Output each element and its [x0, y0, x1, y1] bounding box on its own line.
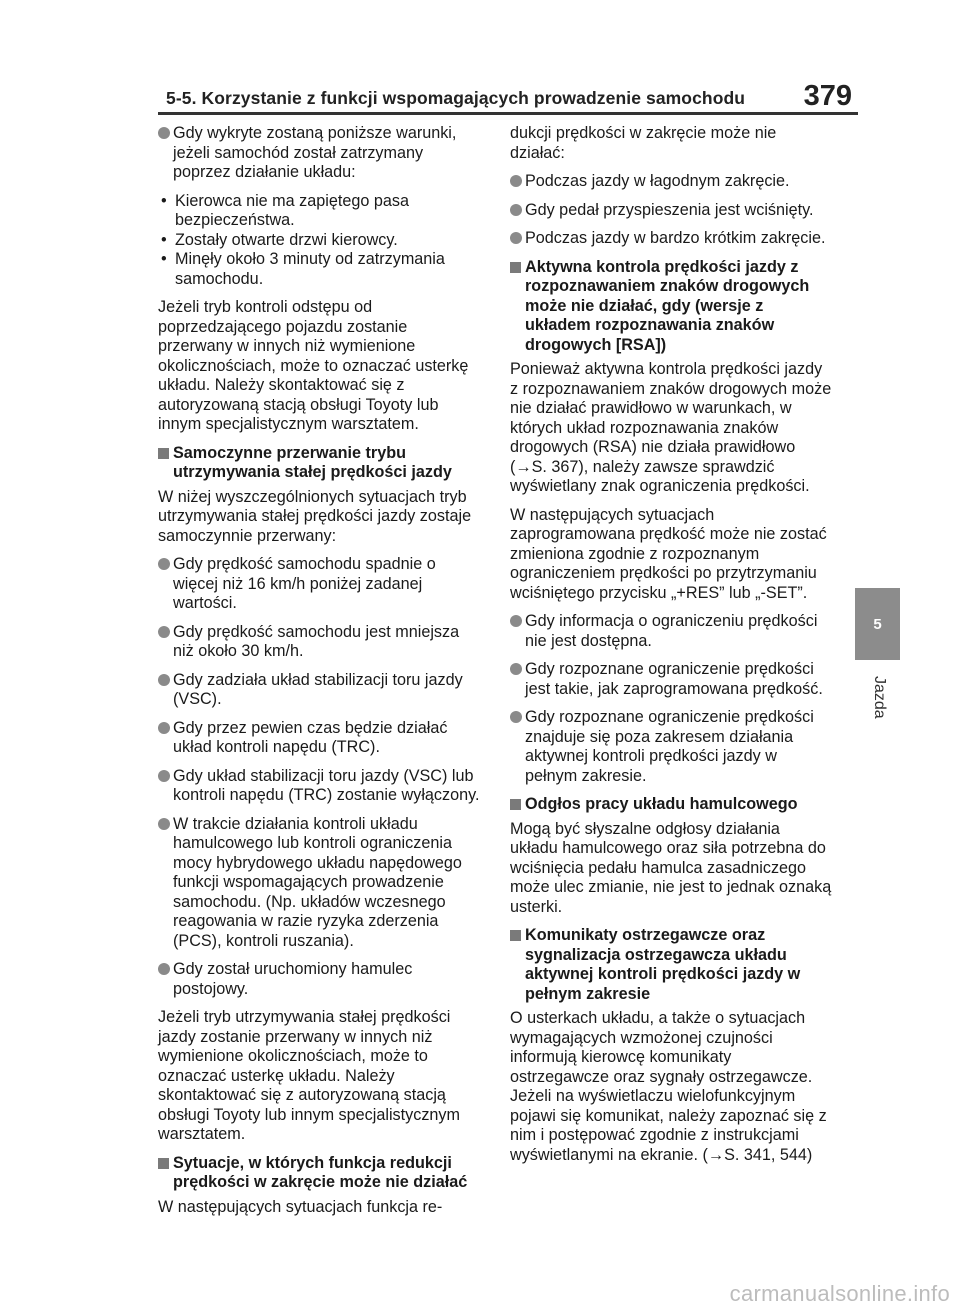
paragraph: W następujących sytuacjach funkcja re- [158, 1197, 443, 1216]
bullet-item: Gdy układ stabilizacji toru jazdy (VSC) lub kontroli napędu (TRC) zostanie wyłączony. [158, 767, 480, 806]
paragraph: Ponieważ aktywna kontrola prędkości jazdy z rozpoznawaniem znaków drogowych może nie działać prawidłowo w warunkach, w których układ rozpoznawania znaków drogowych (RSA) nie działa prawidłowo (→S. 367), należy zawsze sprawdzić wyświetlany znak ograniczenia prędkości. [510, 360, 832, 495]
section-title: 5-5. Korzystanie z funkcji wspomagających prowadzenie samochodu [166, 88, 746, 108]
bullet-dot-icon [158, 558, 170, 570]
bullet-item: Podczas jazdy w łagodnym zakręcie. [510, 172, 832, 192]
bullet-dot-icon [158, 770, 170, 782]
bullet-item: Gdy prędkość samochodu jest mniejsza niż około 30 km/h. [158, 623, 480, 662]
bullet-item: Gdy informacja o ograniczeniu prędkości nie jest dostępna. [510, 612, 832, 651]
page-header [158, 82, 858, 112]
bullet-item: Gdy rozpoznane ograniczenie prędkości jest takie, jak zaprogramowana prędkość. [510, 660, 832, 699]
paragraph: W niżej wyszczególnionych sytuacjach tryb utrzymywania stałej prędkości jazdy zostaje samoczynnie przerwany: [158, 487, 472, 545]
bullet-item: Podczas jazdy w bardzo krótkim zakręcie. [510, 229, 832, 249]
bullet-dot-icon [158, 818, 170, 830]
page-number: 379 [803, 80, 852, 112]
right-column [510, 124, 832, 1174]
subsection-heading: Odgłos pracy układu hamulcowego [510, 795, 832, 815]
header-rule [158, 112, 858, 115]
sub-list-item: • Kierowca nie ma zapiętego pasa bezpieczeństwa. [161, 191, 409, 229]
sub-list [158, 192, 480, 290]
bullet-dot-icon [510, 663, 522, 675]
bullet-dot-icon [510, 204, 522, 216]
bullet-dot-icon [158, 722, 170, 734]
square-bullet-icon [510, 262, 521, 273]
bullet-item: Gdy przez pewien czas będzie działać układ kontroli napędu (TRC). [158, 719, 480, 758]
bullet-dot-icon [158, 674, 170, 686]
bullet-dot-icon [510, 232, 522, 244]
paragraph: Jeżeli tryb kontroli odstępu od poprzedzającego pojazdu zostanie przerwany w innych niż wymienione okolicznościach, może to oznaczać usterkę układu. Należy skontaktować się z autoryzowaną stacją obsługi Toyoty lub innym specjalistycznym warsztatem. [158, 298, 469, 433]
square-bullet-icon [158, 1158, 169, 1169]
bullet-dot-icon [510, 615, 522, 627]
subsection-heading: Komunikaty ostrzegawcze oraz sygnalizacja ostrzegawcza układu aktywnej kontroli prędkości jazdy w pełnym zakresie [510, 926, 832, 1004]
square-bullet-icon [158, 448, 169, 459]
bullet-dot-icon [158, 626, 170, 638]
bullet-item: Gdy zadziała układ stabilizacji toru jazdy (VSC). [158, 671, 480, 710]
left-column [158, 124, 480, 1226]
chapter-tab[interactable]: 5 [855, 588, 900, 660]
paragraph: W następujących sytuacjach zaprogramowana prędkość może nie zostać zmieniona zgodnie z rozpoznanym ograniczeniem prędkości po przytrzymaniu wciśniętego przycisku „+RES” lub „-SET”. [510, 505, 827, 602]
bullet-item: Gdy został uruchomiony hamulec postojowy. [158, 960, 480, 999]
bullet-dot-icon [158, 963, 170, 975]
bullet-dot-icon [510, 711, 522, 723]
bullet-item: Gdy prędkość samochodu spadnie o więcej niż 16 km/h poniżej zadanej wartości. [158, 555, 480, 614]
paragraph: Mogą być słyszalne odgłosy działania układu hamulcowego oraz siła potrzebna do wciśnięcia pedału hamulca zasadniczego może ulec zmianie, nie jest to jednak oznaką usterki. [510, 819, 832, 916]
bullet-dot-icon [510, 175, 522, 187]
bullet-dot-icon [158, 127, 170, 139]
paragraph: O usterkach układu, a także o sytuacjach wymagających wzmożonej czujności informują kierowcę komunikaty ostrzegawcze oraz sygnały ostrzegawcze. Jeżeli na wyświetlaczu wielofunkcyjnym pojawi się komunikat, należy zapoznać się z nim i postępować zgodnie z instrukcjami wyświetlanymi na ekranie. (→S. 341, 544) [510, 1009, 827, 1164]
subsection-heading: Samoczynne przerwanie trybu utrzymywania stałej prędkości jazdy [158, 444, 480, 483]
subsection-heading: Aktywna kontrola prędkości jazdy z rozpoznawaniem znaków drogowych może nie działać, gdy (wersje z układem rozpoznawania znaków drogowych [RSA]) [510, 258, 832, 356]
bullet-item: W trakcie działania kontroli układu hamulcowego lub kontroli ograniczenia mocy hybrydowego układu napędowego funkcji wspomagających prowadzenie samochodu. (Np. układów wczesnego reagowania w razie ryzyka zderzenia (PCS), kontroli ruszania). [158, 815, 480, 952]
chapter-label: Jazda [871, 676, 888, 719]
sub-list-item: • Zostały otwarte drzwi kierowcy. [161, 230, 398, 249]
bullet-item: Gdy wykryte zostaną poniższe warunki, jeżeli samochód został zatrzymany poprzez działanie układu: [158, 124, 480, 183]
bullet-item: Gdy rozpoznane ograniczenie prędkości znajduje się poza zakresem działania aktywnej kontroli prędkości jazdy w pełnym zakresie. [510, 708, 832, 786]
square-bullet-icon [510, 799, 521, 810]
subsection-heading: Sytuacje, w których funkcja redukcji prędkości w zakręcie może nie działać [158, 1154, 480, 1193]
bullet-item: Gdy pedał przyspieszenia jest wciśnięty. [510, 201, 832, 221]
square-bullet-icon [510, 930, 521, 941]
paragraph: dukcji prędkości w zakręcie może nie działać: [510, 124, 777, 162]
sub-list-item: • Minęły około 3 minuty od zatrzymania samochodu. [161, 250, 445, 288]
paragraph: Jeżeli tryb utrzymywania stałej prędkości jazdy zostanie przerwany w innych niż wymienione okolicznościach, może to oznaczać usterkę układu. Należy skontaktować się z autoryzowaną stacją obsługi Toyoty lub innym specjalistycznym warsztatem. [158, 1008, 460, 1143]
watermark: carmanualsonline.info [729, 1281, 950, 1306]
